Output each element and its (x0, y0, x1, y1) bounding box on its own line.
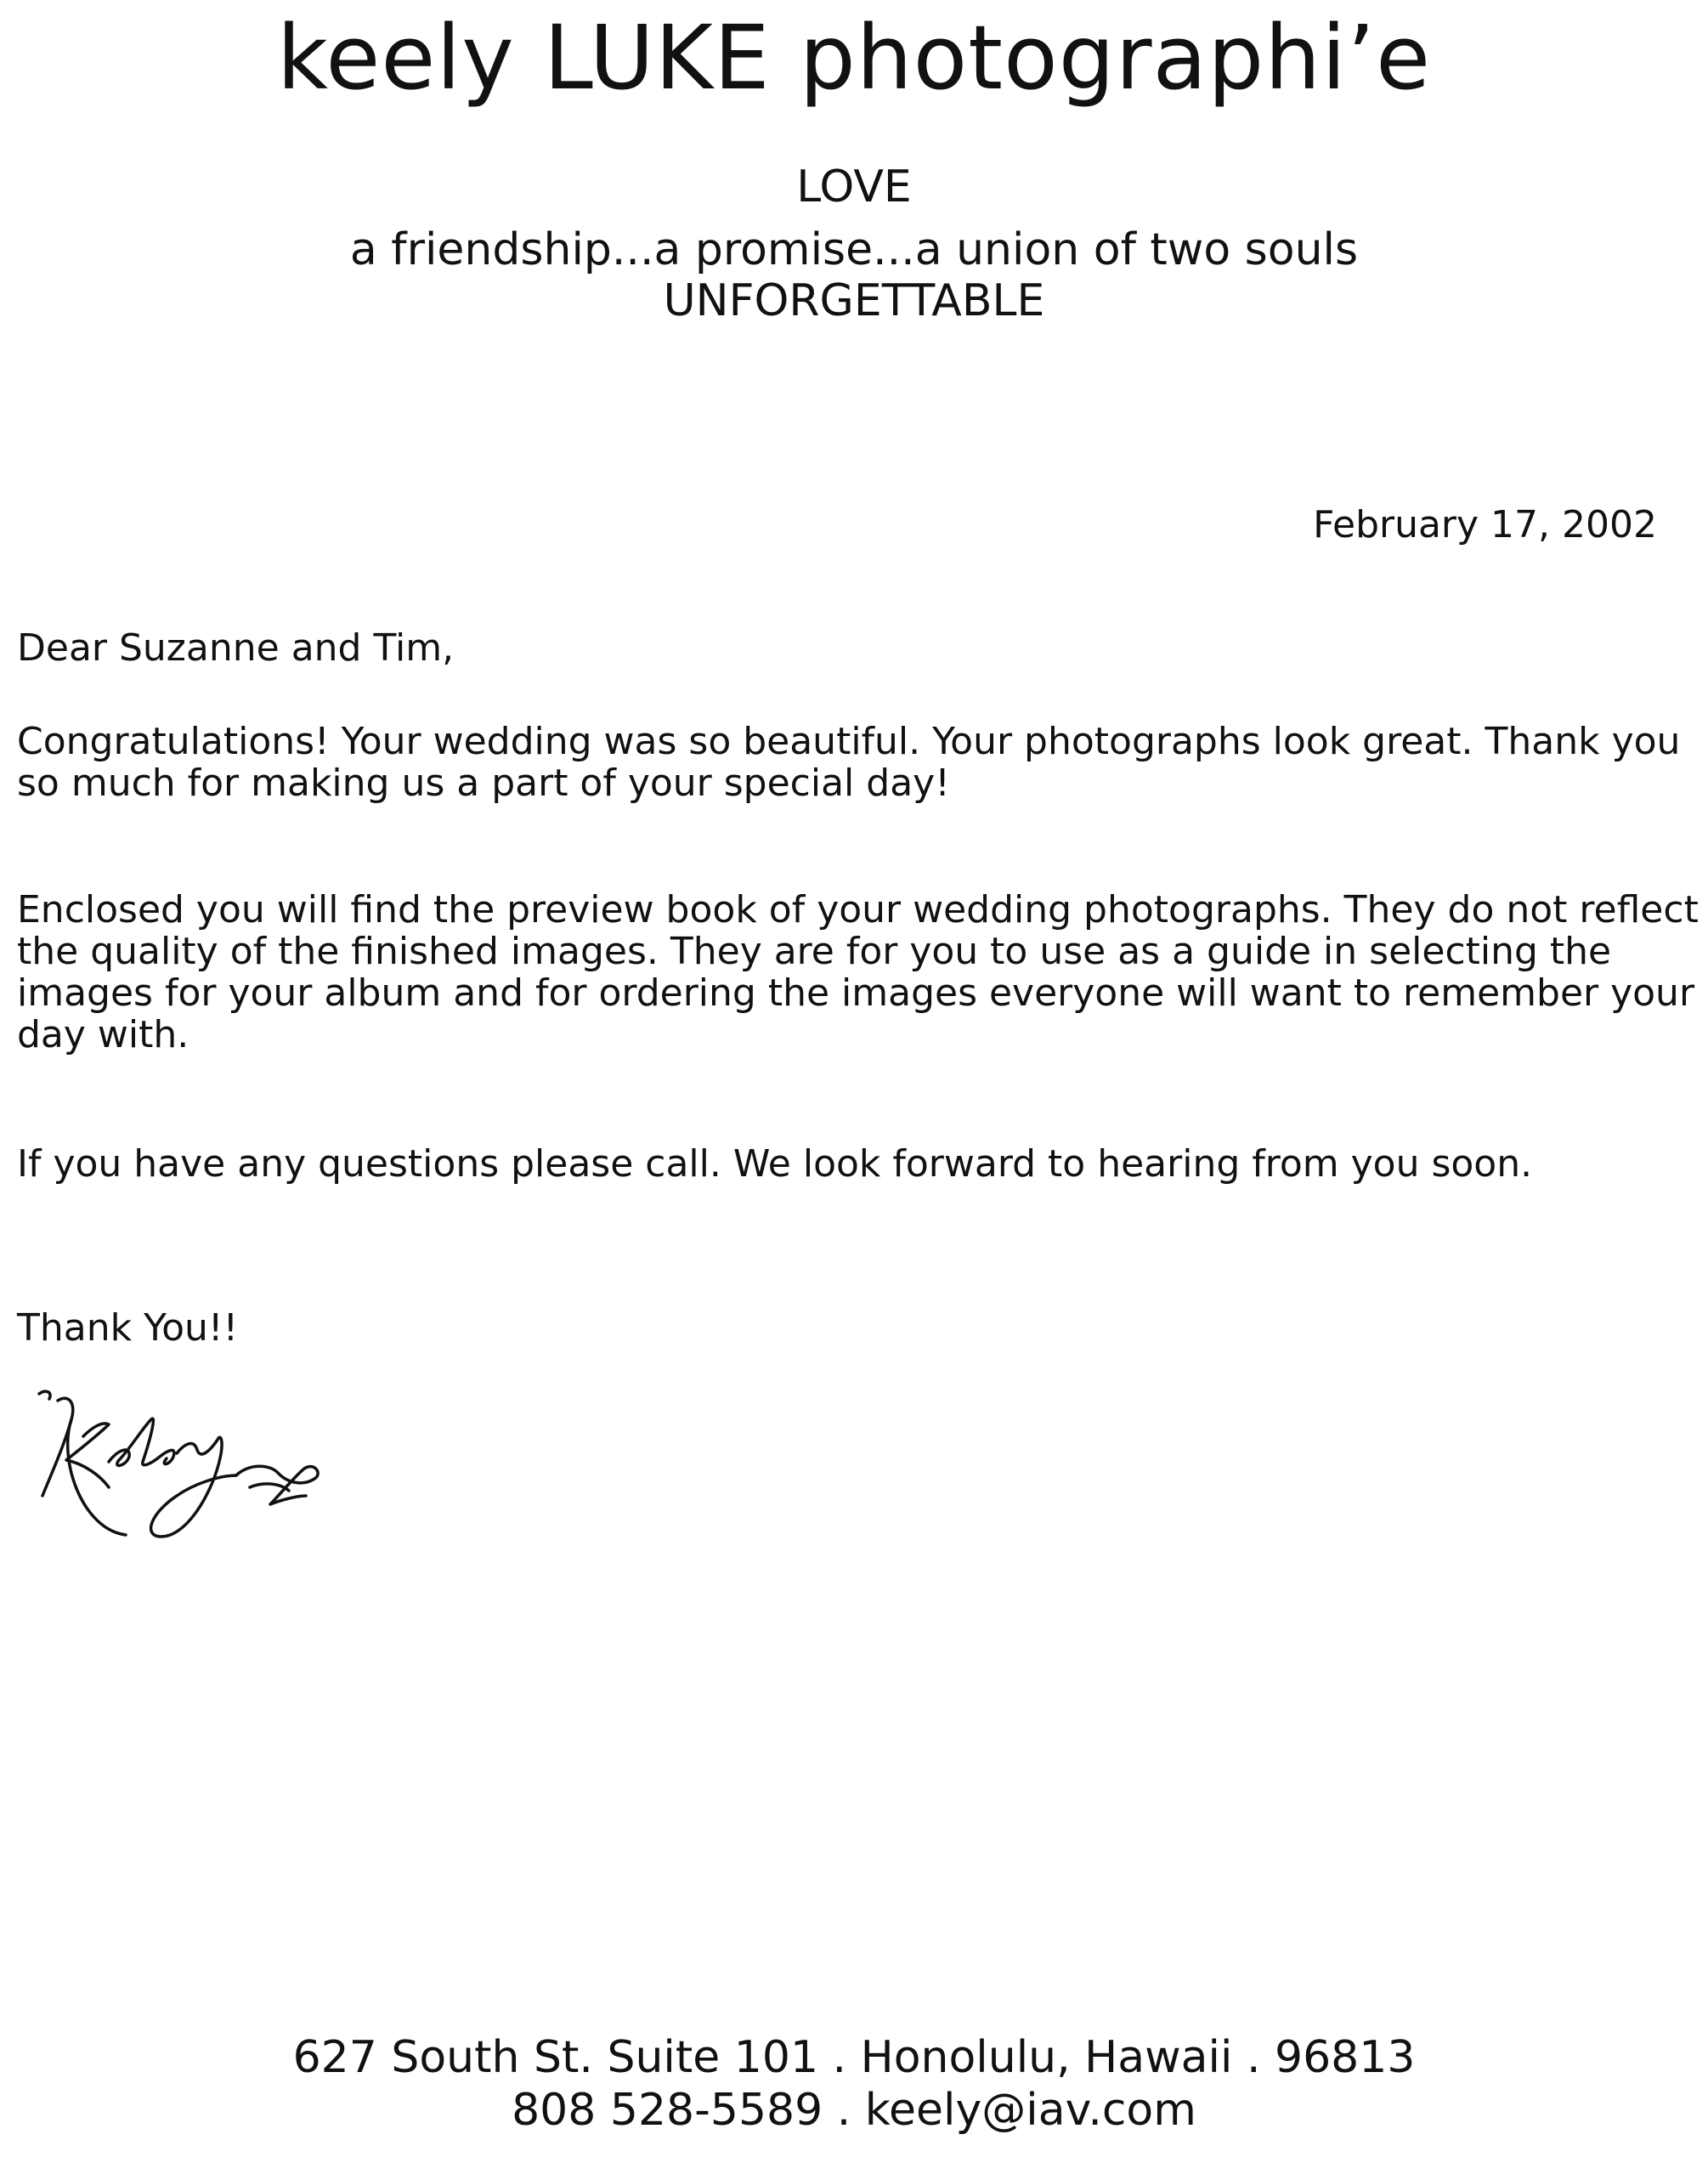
tagline-love: LOVE (796, 161, 912, 212)
tagline-friendship: a friendship...a promise...a union of two souls (349, 224, 1359, 275)
footer-address: 627 South St. Suite 101 . Honolulu, Hawaii . 96813 (292, 2032, 1416, 2083)
salutation: Dear Suzanne and Tim, (17, 626, 455, 670)
footer-contact: 808 528-5589 . keely@iav.com (512, 2085, 1196, 2136)
company-name: keely LUKE photographi’e (276, 6, 1432, 110)
paragraph-congratulations: Congratulations! Your wedding was so beautiful. Your photographs look great. Thank you so much for making us a part of your special day! (17, 720, 1681, 805)
paragraph-questions: If you have any questions please call. We look forward to hearing from you soon. (17, 1142, 1533, 1186)
letter-date: February 17, 2002 (1313, 503, 1657, 546)
paragraph-preview-book: Enclosed you will find the preview book of your wedding photographs. They do not reflect the quality of the finished images. They are for you to use as a guide in selecting the images for your album and for ordering the images everyone will want to remember your day with. (17, 888, 1699, 1056)
closing: Thank You!! (17, 1306, 239, 1350)
tagline-unforgettable: UNFORGETTABLE (663, 275, 1045, 326)
signature (24, 1368, 398, 1555)
